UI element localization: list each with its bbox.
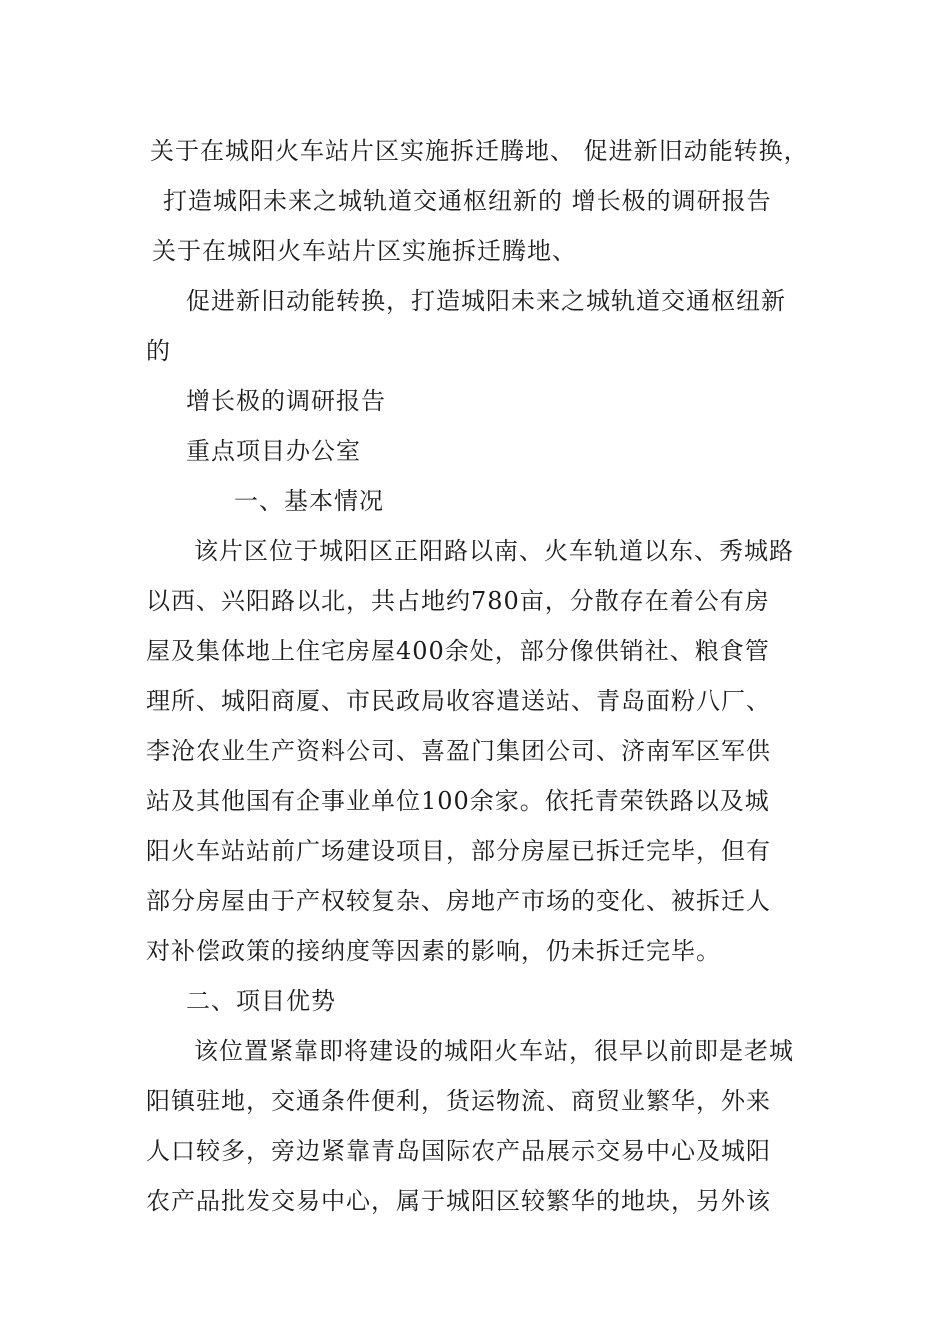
section-1-line: 阳火车站站前广场建设项目，部分房屋已拆迁完毕，但有: [146, 837, 771, 865]
repeat-title-line-3: 的: [146, 337, 171, 365]
section-1-line: 屋及集体地上住宅房屋400余处，部分像供销社、粮食管: [146, 637, 770, 665]
title-line-1: 关于在城阳火车站片区实施拆迁腾地、 促进新旧动能转换，: [150, 137, 809, 165]
repeat-title-line-2: 促进新旧动能转换，打造城阳未来之城轨道交通枢纽新: [186, 287, 786, 315]
section-2-line: 该位置紧靠即将建设的城阳火车站，很早以前即是老城: [194, 1037, 794, 1065]
repeat-title-line-1: 关于在城阳火车站片区实施拆迁腾地、: [152, 237, 577, 265]
department-name: 重点项目办公室: [186, 437, 361, 465]
section-2-line: 农产品批发交易中心，属于城阳区较繁华的地块，另外该: [146, 1187, 771, 1215]
section-1-line: 部分房屋由于产权较复杂、房地产市场的变化、被拆迁人: [146, 887, 771, 915]
section-1-line: 理所、城阳商厦、市民政局收容遣送站、青岛面粉八厂、: [146, 687, 771, 715]
section-2-heading: 二、项目优势: [186, 987, 336, 1015]
repeat-title-line-4: 增长极的调研报告: [186, 387, 386, 415]
section-1-line: 李沧农业生产资料公司、喜盈门集团公司、济南军区军供: [146, 737, 771, 765]
section-1-heading: 一、基本情况: [234, 487, 384, 515]
section-1-line: 以西、兴阳路以北，共占地约780亩，分散存在着公有房: [146, 587, 770, 615]
section-1-line: 站及其他国有企事业单位100余家。依托青荣铁路以及城: [146, 787, 770, 815]
section-1-line: 该片区位于城阳区正阳路以南、火车轨道以东、秀城路: [194, 537, 794, 565]
section-2-line: 人口较多，旁边紧靠青岛国际农产品展示交易中心及城阳: [146, 1137, 771, 1165]
section-2-line: 阳镇驻地，交通条件便利，货运物流、商贸业繁华，外来: [146, 1087, 771, 1115]
section-1-line: 对补偿政策的接纳度等因素的影响，仍未拆迁完毕。: [146, 937, 721, 965]
title-line-2: 打造城阳未来之城轨道交通枢纽新的 增长极的调研报告: [163, 187, 772, 215]
